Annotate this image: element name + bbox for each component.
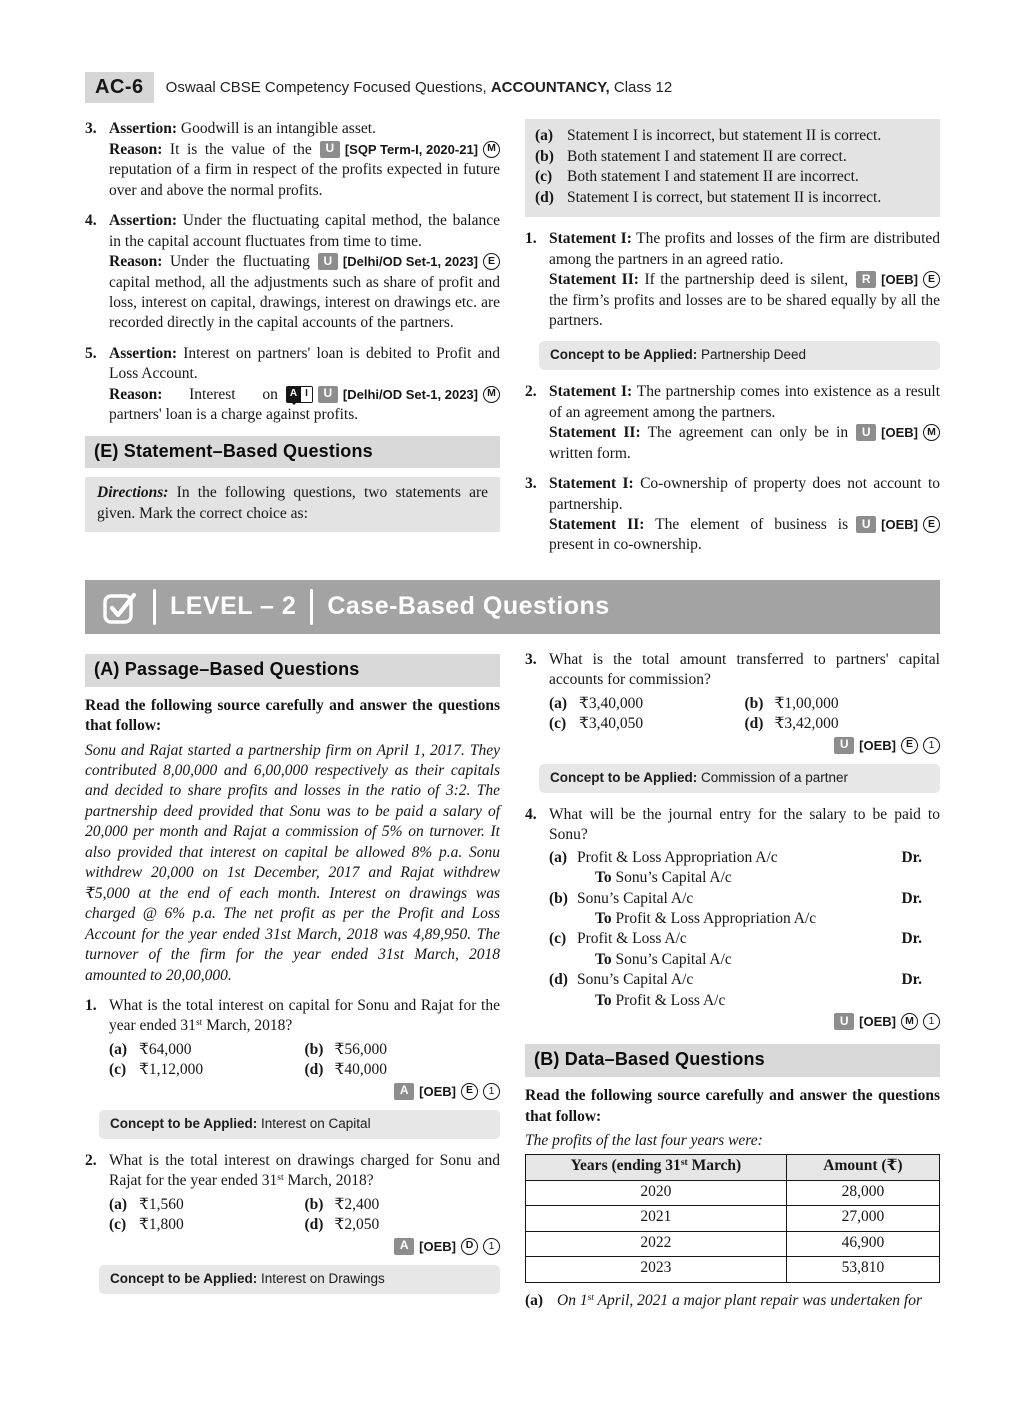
mcq-option <box>109 1215 305 1235</box>
marks-circle: 1 <box>483 1238 500 1255</box>
table-row <box>526 1257 940 1282</box>
cognitive-level-badge: U <box>856 424 876 441</box>
option-value: ₹1,560 <box>139 1195 184 1213</box>
statement-2-text: If the partnership deed is silent, the firm’s profits and losses are to be shared equally by all the partners. <box>549 271 940 330</box>
question-tag <box>312 140 500 159</box>
journal-debit-line <box>549 970 940 990</box>
choice-text: Statement I is correct, but statement II is incorrect. <box>567 188 882 206</box>
option-value: ₹56,000 <box>334 1040 387 1058</box>
question-number: 3. <box>85 120 97 138</box>
source-tag: [Delhi/OD Set-1, 2023] <box>342 386 478 402</box>
mcq-option <box>745 714 941 734</box>
option-value: ₹1,800 <box>139 1216 184 1234</box>
concept-text: Partnership Deed <box>697 347 807 363</box>
source-tag: [SQP Term-I, 2020-21] <box>344 141 478 157</box>
page-number-label: AC-6 <box>85 72 154 103</box>
option-label: (d) <box>304 1061 324 1079</box>
top-left-column <box>85 119 500 566</box>
mcq-options <box>549 694 940 735</box>
journal-credit-line <box>549 950 940 970</box>
journal-debit-line <box>549 929 940 949</box>
footnote-part: On 1 <box>557 1291 588 1309</box>
book-icon-letter-a: A <box>287 387 300 402</box>
year-cell: 2021 <box>526 1206 787 1231</box>
superscript: st <box>277 1173 284 1184</box>
data-question-a <box>525 1291 940 1311</box>
assertion-question-5 <box>85 344 500 426</box>
question-text <box>109 1151 500 1192</box>
statement-2-label: Statement II: <box>549 516 645 533</box>
year-cell: 2022 <box>526 1231 787 1256</box>
difficulty-circle: E <box>923 516 940 533</box>
difficulty-circle: E <box>483 253 500 270</box>
footnote-part: April, 2021 a major plant repair was undertaken for <box>593 1291 923 1309</box>
question-tag <box>278 385 500 404</box>
banner-divider <box>310 589 313 625</box>
question-number: 4. <box>85 212 97 230</box>
table-row <box>526 1231 940 1256</box>
assertion-text: Interest on partners' loan is debited to Profit and Loss Account. <box>109 344 500 383</box>
choice-label: (d) <box>535 188 554 206</box>
question-tag <box>549 737 940 754</box>
option-label: (c) <box>549 930 567 948</box>
section-heading-data-based: (B) Data–Based Questions <box>525 1044 940 1077</box>
concept-box <box>99 1265 500 1294</box>
journal-credit-line <box>549 991 940 1011</box>
top-right-column <box>525 119 940 566</box>
question-number: 3. <box>525 475 537 493</box>
to-marker: To <box>595 909 612 927</box>
dr-marker: Dr. <box>901 971 922 989</box>
cognitive-level-badge: A <box>394 1083 414 1100</box>
difficulty-circle: M <box>923 424 940 441</box>
debit-account: Sonu’s Capital A/c <box>577 889 694 907</box>
concept-box <box>99 1110 500 1139</box>
option-value: ₹3,40,000 <box>579 694 644 712</box>
bottom-section <box>85 650 940 1311</box>
question-number: 5. <box>85 344 97 362</box>
cognitive-level-badge: U <box>318 253 338 270</box>
question-tag <box>310 252 500 271</box>
reason-label: Reason: <box>109 385 163 403</box>
marks-circle: 1 <box>923 1013 940 1030</box>
journal-debit-line <box>549 889 940 909</box>
page-header <box>85 72 940 103</box>
running-title-suffix: Class 12 <box>609 78 673 96</box>
statement-2-line <box>549 270 940 331</box>
statement-1-text: The partnership comes into existence as a result of an agreement among the partners. <box>549 383 940 421</box>
mcq-option <box>109 1195 305 1215</box>
source-tag: [OEB] <box>881 516 918 532</box>
statement-question-3 <box>525 474 940 556</box>
mcq-option <box>745 694 941 714</box>
difficulty-circle: E <box>461 1083 478 1100</box>
to-marker: To <box>595 991 612 1009</box>
statement-1-text: The profits and losses of the firm are distributed among the partners in an agreed ratio. <box>549 230 940 268</box>
question-text: What is the total amount transferred to partners' capital accounts for commission? <box>549 650 940 689</box>
option-value: ₹3,42,000 <box>774 715 839 733</box>
table-header-row <box>526 1155 940 1180</box>
cognitive-level-badge: U <box>834 737 854 754</box>
cognitive-level-badge: R <box>856 271 876 288</box>
option-value: ₹2,400 <box>334 1195 380 1213</box>
choice-text: Both statement I and statement II are incorrect. <box>567 168 859 186</box>
dr-marker: Dr. <box>901 930 922 948</box>
statement-2-text: The agreement can only be in written form. <box>549 424 849 462</box>
option-value: ₹3,40,050 <box>579 715 644 733</box>
top-section <box>85 119 940 566</box>
statement-1-label: Statement I: <box>549 230 632 248</box>
statement-1-text: Co-ownership of property does not account to partnership. <box>549 475 940 513</box>
table-header-amount: Amount (₹) <box>786 1155 939 1180</box>
choice-label: (c) <box>535 168 553 186</box>
footnote-text <box>557 1291 922 1311</box>
level-2-banner <box>85 580 940 634</box>
table-header-part: Years (ending 31 <box>570 1157 681 1175</box>
marks-circle: 1 <box>923 737 940 754</box>
assertion-label: Assertion: <box>109 120 178 138</box>
to-marker: To <box>595 869 612 887</box>
amount-cell: 28,000 <box>786 1180 939 1205</box>
dr-marker: Dr. <box>901 848 922 866</box>
option-value: ₹1,12,000 <box>139 1061 204 1079</box>
section-heading-passage-based: (A) Passage–Based Questions <box>85 654 500 687</box>
statement-question-2 <box>525 382 940 464</box>
concept-box <box>539 764 940 793</box>
choice-label: (a) <box>535 127 554 145</box>
mcq-option <box>549 694 745 714</box>
question-tag <box>848 423 940 442</box>
mcq-options <box>109 1040 500 1081</box>
statement-2-text: The element of business is present in co-ownership. <box>549 516 849 554</box>
case-passage: Sonu and Rajat started a partnership firm on April 1, 2017. They contributed 8,00,000 and 6,00,000 respectively as their capitals and decided to share profits and losses in the ratio of 3:2. The partnership deed provided that Sonu was to be paid a salary of 20,000 per month and Rajat a commission of 5% on turnover. It also provided that interest on capital be allowed 8% p.a. Sonu withdrew 20,000 on 1st December, 2017 and Rajat withdrew ₹5,000 at the end of each month. Interest on drawings was charged @ 6% p.a. The net profit as per the Profit and Loss Account for the year ended 31st March, 2018 was 4,89,950. The turnover of the firm for the year ended 31st March, 2018 amounted to 20,00,000. <box>85 741 500 984</box>
section-heading-statement-based: (E) Statement–Based Questions <box>85 436 500 469</box>
statement-1-line <box>549 382 940 423</box>
to-marker: To <box>595 950 612 968</box>
credit-account: Profit & Loss A/c <box>611 991 726 1009</box>
year-cell: 2020 <box>526 1180 787 1205</box>
difficulty-circle: M <box>483 141 500 158</box>
option-label: (d) <box>744 715 764 733</box>
case-question-1 <box>85 996 500 1100</box>
source-tag: [OEB] <box>859 737 896 753</box>
difficulty-circle: E <box>901 737 918 754</box>
choice-label: (b) <box>535 147 554 165</box>
option-label: (a) <box>549 848 568 866</box>
option-label: (a) <box>549 694 568 712</box>
mcq-option <box>305 1040 501 1060</box>
cognitive-level-badge: A <box>394 1238 414 1255</box>
cognitive-level-badge: U <box>834 1013 854 1030</box>
table-lead-line: The profits of the last four years were: <box>525 1132 763 1150</box>
choice-row <box>535 126 930 146</box>
journal-credit-line <box>549 868 940 888</box>
statement-1-line <box>549 474 940 515</box>
option-label: (b) <box>304 1195 324 1213</box>
statement-1-label: Statement I: <box>549 475 634 493</box>
option-label: (a) <box>109 1195 128 1213</box>
source-tag: [OEB] <box>419 1083 456 1099</box>
level-label: LEVEL – 2 <box>170 592 297 621</box>
amount-cell: 46,900 <box>786 1231 939 1256</box>
read-source-intro: Read the following source carefully and answer the questions that follow: <box>525 1087 940 1125</box>
reason-text: Under the fluctuating capital method, all the adjustments such as share of profit and loss, interest on capital, drawings, interest on drawings etc. are recorded directly in the capital accounts of the partners. <box>109 253 500 332</box>
choice-row <box>535 147 930 167</box>
credit-account: Profit & Loss Appropriation A/c <box>611 909 817 927</box>
choice-row <box>535 167 930 187</box>
question-text-part: March, 2018? <box>283 1172 374 1190</box>
question-number: 2. <box>85 1151 97 1169</box>
credit-account: Sonu’s Capital A/c <box>611 869 732 887</box>
statement-1-label: Statement I: <box>549 383 633 401</box>
concept-text: Interest on Drawings <box>257 1270 385 1286</box>
option-label: (c) <box>549 715 567 733</box>
bottom-right-column <box>525 650 940 1311</box>
difficulty-circle: M <box>483 386 500 403</box>
statement-choice-box <box>525 119 940 217</box>
cognitive-level-badge: U <box>318 386 338 403</box>
option-label: (c) <box>109 1216 127 1234</box>
table-row <box>526 1180 940 1205</box>
reason-line <box>109 252 500 334</box>
journal-debit-line <box>549 848 940 868</box>
amount-cell: 53,810 <box>786 1257 939 1282</box>
reason-label: Reason: <box>109 253 163 271</box>
statement-2-label: Statement II: <box>549 424 641 442</box>
book-icon <box>286 386 313 403</box>
assertion-line <box>109 119 500 139</box>
reason-line <box>109 385 500 426</box>
source-tag: [Delhi/OD Set-1, 2023] <box>342 254 478 270</box>
option-value: ₹2,050 <box>334 1216 380 1234</box>
option-value: ₹1,00,000 <box>774 694 839 712</box>
marks-circle: 1 <box>483 1083 500 1100</box>
journal-credit-line <box>549 909 940 929</box>
source-tag: [OEB] <box>859 1014 896 1030</box>
question-text-part: What is the total interest on drawings charged for Sonu and Rajat for the year ended 31 <box>109 1151 500 1190</box>
assertion-line <box>109 211 500 252</box>
read-source-intro: Read the following source carefully and answer the questions that follow: <box>85 696 500 735</box>
question-number: 1. <box>525 230 537 248</box>
concept-text: Commission of a partner <box>697 769 849 785</box>
assertion-label: Assertion: <box>109 344 178 362</box>
difficulty-circle: M <box>901 1013 918 1030</box>
concept-box <box>539 341 940 370</box>
choice-text: Statement I is incorrect, but statement II is correct. <box>567 127 882 145</box>
question-text: What will be the journal entry for the salary to be paid to Sonu? <box>549 805 940 844</box>
running-title-subject: ACCOUNTANCY, <box>490 78 610 96</box>
source-tag: [OEB] <box>881 425 918 441</box>
credit-account: Sonu’s Capital A/c <box>611 950 732 968</box>
case-question-3 <box>525 650 940 754</box>
concept-label: Concept to be Applied: <box>550 347 698 363</box>
statement-question-1 <box>525 229 940 331</box>
profits-table <box>525 1154 940 1282</box>
directions-text: In the following questions, two statements are given. Mark the correct choice as: <box>97 484 488 522</box>
statement-2-line <box>549 423 940 464</box>
difficulty-circle: E <box>923 271 940 288</box>
assertion-question-3 <box>85 119 500 201</box>
case-question-4 <box>525 805 940 1031</box>
reason-line <box>109 140 500 201</box>
option-label: (b) <box>744 694 764 712</box>
concept-label: Concept to be Applied: <box>550 769 698 785</box>
table-row <box>526 1206 940 1231</box>
option-label: (b) <box>304 1040 324 1058</box>
running-title-prefix: Oswaal CBSE Competency Focused Questions, <box>165 78 491 96</box>
source-tag: [OEB] <box>419 1238 456 1254</box>
option-label: (c) <box>109 1061 127 1079</box>
reason-label: Reason: <box>109 140 163 158</box>
question-tag <box>109 1083 500 1100</box>
debit-account: Profit & Loss Appropriation A/c <box>577 848 778 866</box>
option-label: (d) <box>549 971 568 989</box>
case-question-2 <box>85 1151 500 1255</box>
year-cell: 2023 <box>526 1257 787 1282</box>
running-title <box>166 78 673 98</box>
cognitive-level-badge: U <box>856 516 876 533</box>
mcq-options <box>109 1195 500 1236</box>
debit-account: Profit & Loss A/c <box>577 930 687 948</box>
assertion-question-4 <box>85 211 500 334</box>
question-tag <box>848 515 940 534</box>
reason-text: It is the value of the reputation of a firm in respect of the profits expected in future over and above the normal profits. <box>109 140 500 199</box>
statement-2-label: Statement II: <box>549 271 639 289</box>
concept-label: Concept to be Applied: <box>110 1115 258 1131</box>
question-number: 1. <box>85 997 97 1014</box>
question-text-part: What is the total interest on capital for Sonu and Rajat for the year ended 31 <box>109 997 500 1035</box>
option-value: ₹64,000 <box>139 1040 192 1058</box>
mcq-option <box>305 1195 501 1215</box>
source-tag: [OEB] <box>881 272 918 288</box>
choice-text: Both statement I and statement II are correct. <box>567 147 847 165</box>
question-number: 4. <box>525 805 537 823</box>
banner-divider <box>153 589 156 625</box>
question-tag <box>109 1238 500 1255</box>
mcq-option <box>109 1060 305 1080</box>
statement-2-line <box>549 515 940 556</box>
checkbox-icon <box>101 588 139 626</box>
assertion-text: Goodwill is an intangible asset. <box>177 120 376 138</box>
superscript: st <box>195 1018 203 1029</box>
journal-entry-options <box>549 848 940 1012</box>
superscript: st <box>587 1292 594 1303</box>
option-label: (b) <box>549 889 568 907</box>
option-label: (a) <box>525 1291 544 1309</box>
cognitive-level-badge: U <box>320 141 340 158</box>
directions-label: Directions: <box>97 484 169 502</box>
difficulty-circle: D <box>461 1238 478 1255</box>
assertion-label: Assertion: <box>109 212 178 230</box>
question-tag <box>549 1013 940 1030</box>
book-icon-letter-i: I <box>300 387 312 402</box>
mcq-option <box>305 1060 501 1080</box>
question-tag <box>848 270 940 289</box>
question-number: 3. <box>525 650 537 668</box>
reason-text: Interest on partners' loan is a charge against profits. <box>109 385 359 424</box>
question-text <box>109 996 500 1037</box>
table-header-years <box>526 1155 787 1180</box>
banner-title: Case-Based Questions <box>327 592 610 621</box>
assertion-text: Under the fluctuating capital method, the balance in the capital account fluctuates from time to time. <box>109 212 500 250</box>
concept-label: Concept to be Applied: <box>110 1270 258 1286</box>
concept-text: Interest on Capital <box>257 1115 371 1131</box>
dr-marker: Dr. <box>901 889 922 907</box>
mcq-option <box>305 1215 501 1235</box>
mcq-option <box>109 1040 305 1060</box>
mcq-option <box>549 714 745 734</box>
superscript: st <box>680 1158 688 1169</box>
question-text-part: March, 2018? <box>202 1017 293 1035</box>
option-label: (d) <box>304 1216 324 1234</box>
assertion-line <box>109 344 500 385</box>
directions-box <box>85 477 500 532</box>
debit-account: Sonu’s Capital A/c <box>577 971 694 989</box>
question-number: 2. <box>525 383 537 401</box>
option-label: (a) <box>109 1040 128 1058</box>
table-header-part: March) <box>687 1157 742 1175</box>
statement-1-line <box>549 229 940 270</box>
amount-cell: 27,000 <box>786 1206 939 1231</box>
option-value: ₹40,000 <box>334 1061 387 1079</box>
bottom-left-column <box>85 650 500 1311</box>
choice-row <box>535 188 930 208</box>
